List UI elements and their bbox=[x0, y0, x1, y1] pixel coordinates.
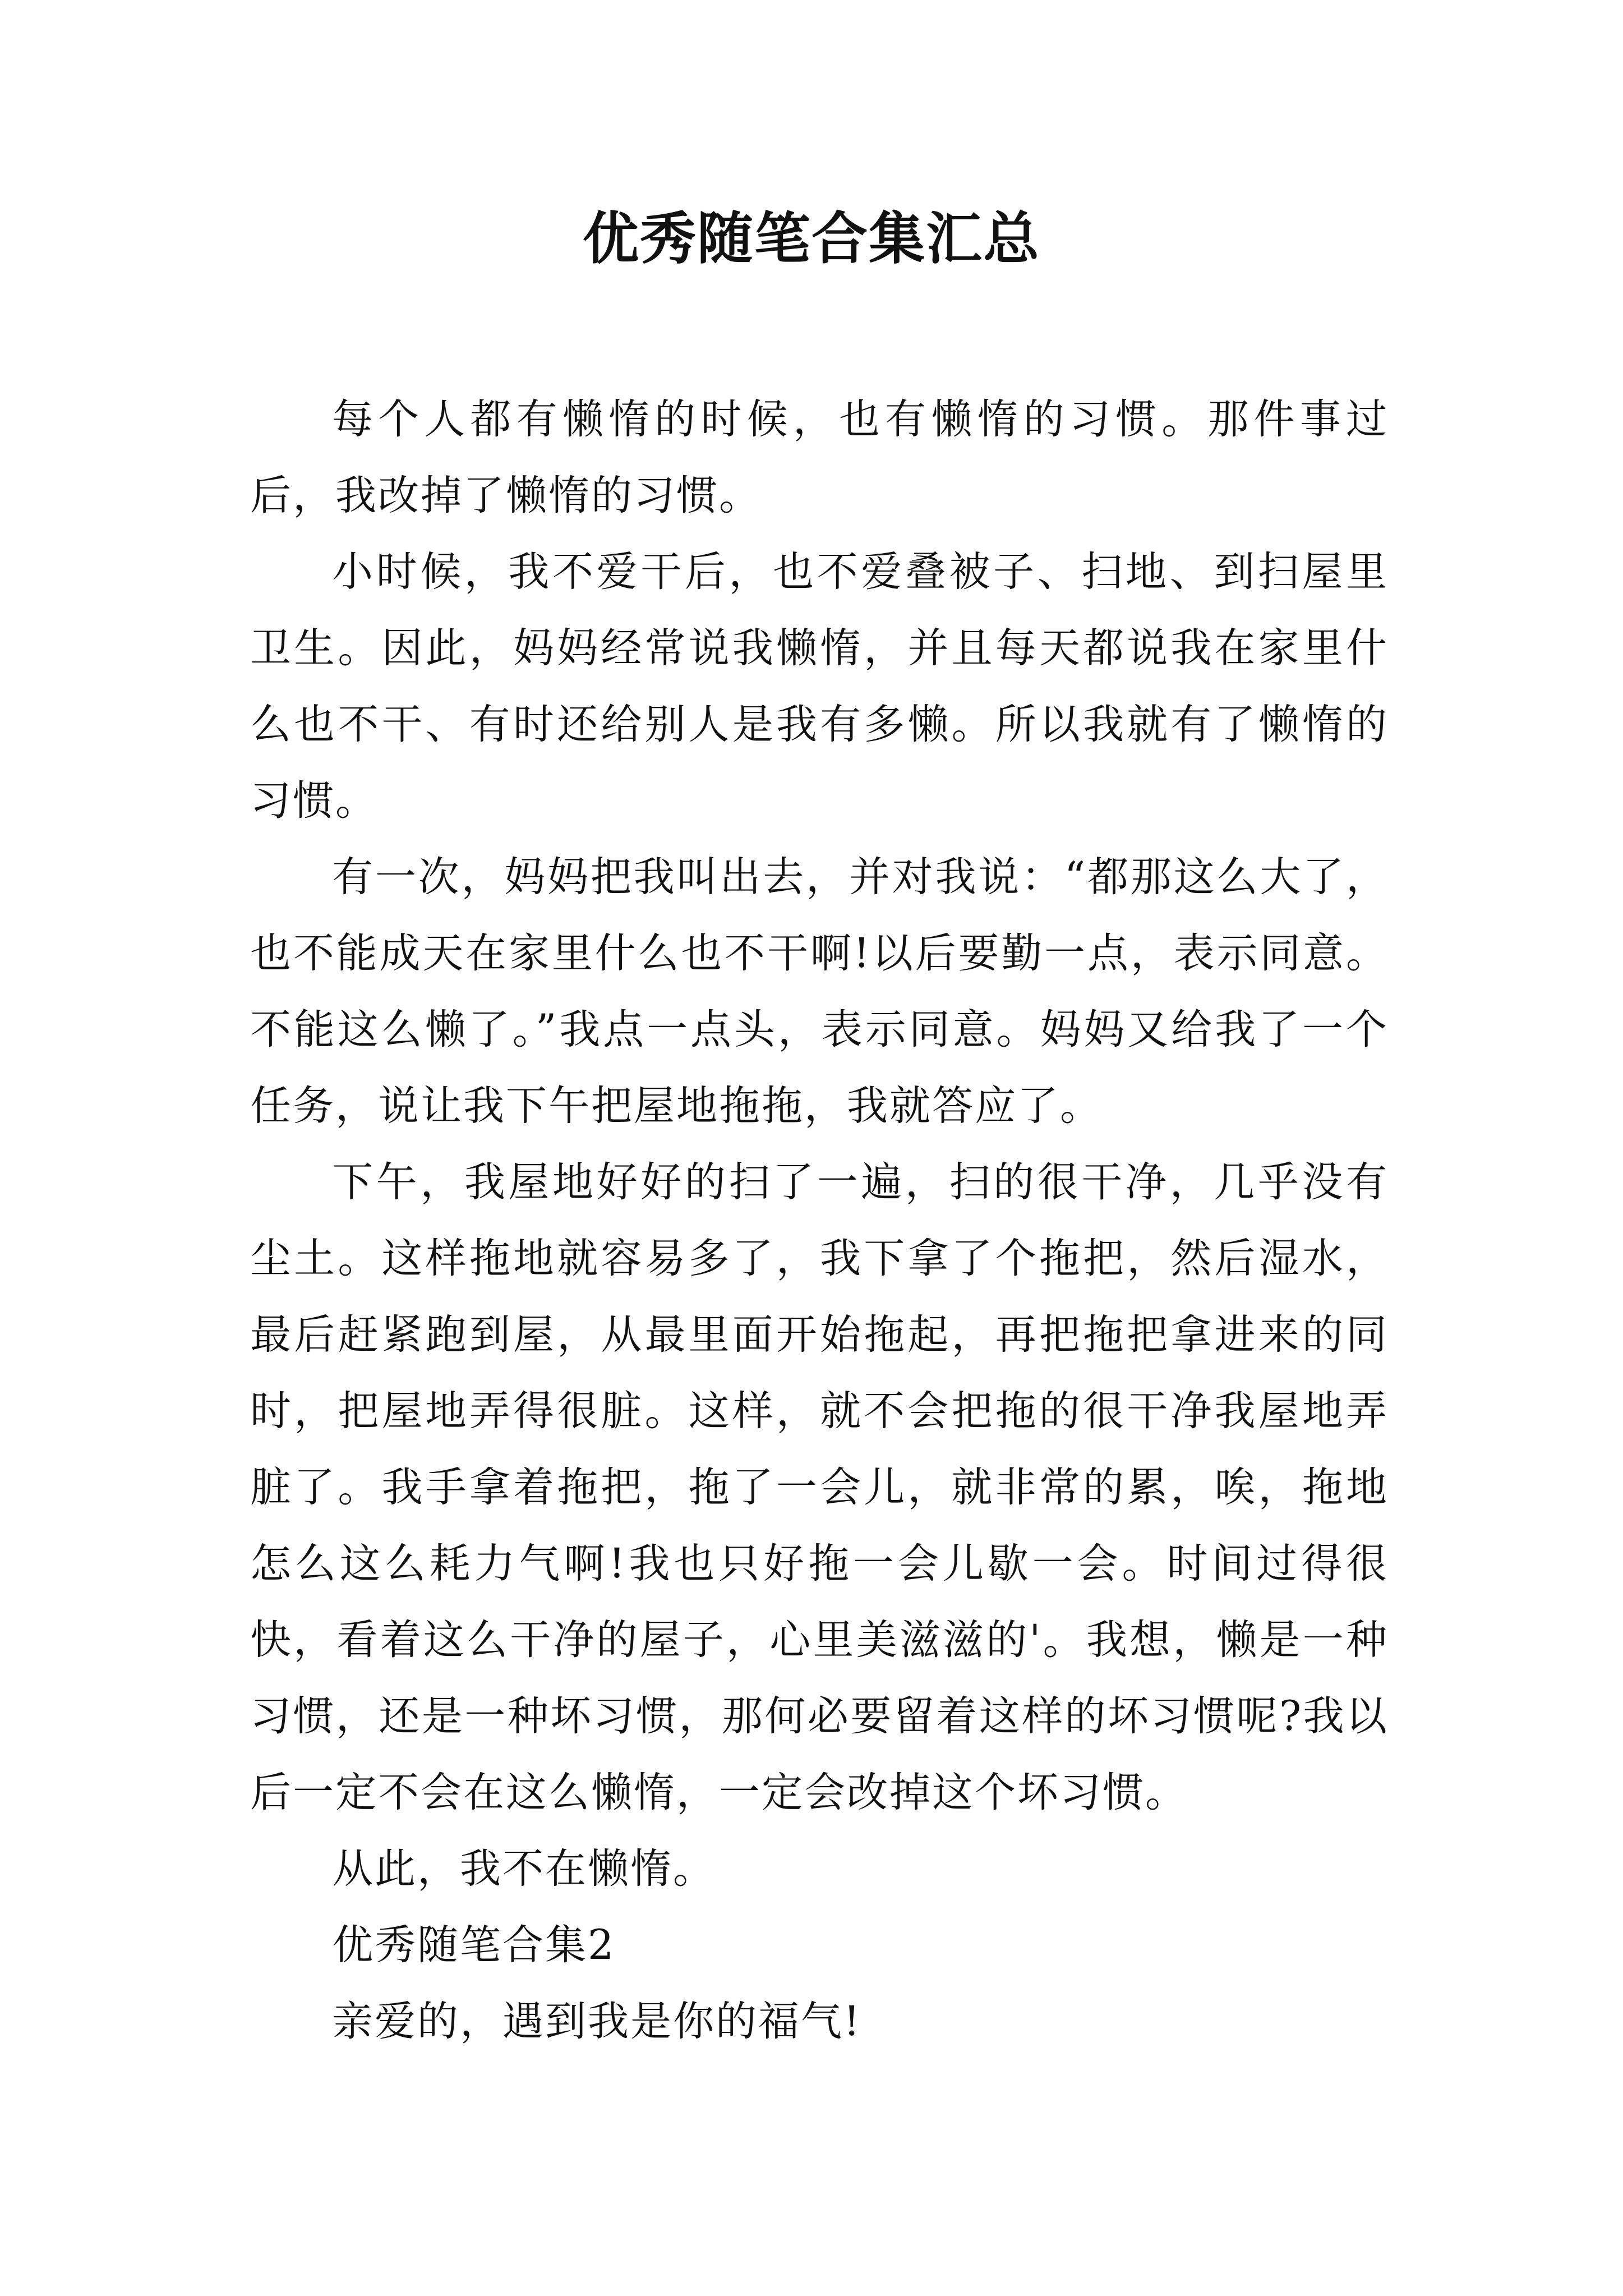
paragraph-6: 亲爱的，遇到我是你的福气! bbox=[332, 1998, 862, 2045]
paragraph-5: 从此，我不在懒惰。 bbox=[332, 1845, 716, 1893]
paragraph-3: 有一次，妈妈把我叫出去，并对我说：“都那这么大了，也不能成天在家里什么也不干啊!以后要勤一点，表示同意。不能这么懒了。”我点一点头，表示同意。妈妈又给我了一个任务，说让我下午把屋地拖拖，我就答应了。 bbox=[250, 853, 1389, 1130]
paragraph-1: 每个人都有懒惰的时候，也有懒惰的习惯。那件事过后，我改掉了懒惰的习惯。 bbox=[250, 395, 1389, 519]
paragraph-4: 下午，我屋地好好的扫了一遍，扫的很干净，几乎没有尘土。这样拖地就容易多了，我下拿了个拖把，然后湿水，最后赶紧跑到屋，从最里面开始拖起，再把拖把拿进来的同时，把屋地弄得很脏。这样，就不会把拖的很干净我屋地弄脏了。我手拿着拖把，拖了一会儿，就非常的累，唉，拖地怎么这么耗力气啊!我也只好拖一会儿歇一会。时间过得很快，看着这么干净的屋子，心里美滋滋的'。我想，懒是一种习惯，还是一种坏习惯，那何必要留着这样的坏习惯呢?我以后一定不会在这么懒惰，一定会改掉这个坏习惯。 bbox=[250, 1158, 1389, 1816]
section-heading-2: 优秀随笔合集2 bbox=[332, 1921, 616, 1969]
paragraph-2: 小时候，我不爱干后，也不爱叠被子、扫地、到扫屋里卫生。因此，妈妈经常说我懒惰，并且每天都说我在家里什么也不干、有时还给别人是我有多懒。所以我就有了懒惰的习惯。 bbox=[250, 548, 1389, 825]
document-body bbox=[250, 381, 1389, 2060]
document-title: 优秀随笔合集汇总 bbox=[583, 205, 1040, 272]
